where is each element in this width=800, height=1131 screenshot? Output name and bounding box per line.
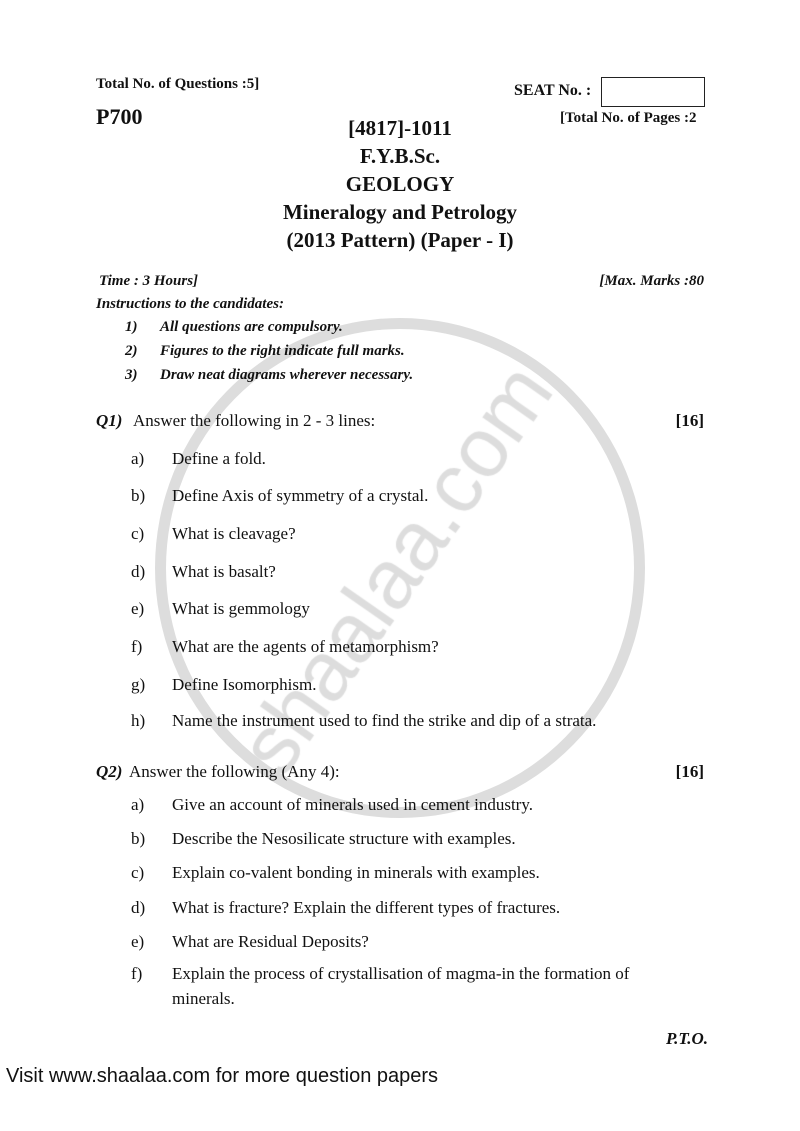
q2-marks: [16] (675, 762, 704, 781)
question-item: What is fracture? Explain the different types of fractures. (172, 898, 561, 917)
item-label: a) (131, 449, 145, 468)
instruction-text: All questions are compulsory. (160, 319, 343, 335)
question-item: Explain co-valent bonding in minerals with examples. (172, 863, 540, 882)
item-label: b) (131, 829, 146, 848)
question-item: What is gemmology (172, 599, 310, 618)
q1-label: Q1) (96, 411, 123, 430)
seat-label: SEAT No. : (514, 82, 592, 99)
item-label: f) (131, 637, 143, 656)
seat-number-box (601, 77, 705, 107)
pto: P.T.O. (665, 1029, 708, 1048)
item-label: g) (131, 675, 146, 694)
paper-code: P700 (96, 104, 143, 129)
exam-code: [4817]-1011 (348, 116, 452, 140)
subject: GEOLOGY (345, 172, 455, 196)
question-item: What is cleavage? (172, 524, 296, 543)
question-item: Name the instrument used to find the strike and dip of a strata. (172, 711, 597, 730)
item-label: a) (131, 795, 145, 814)
instruction-number: 1) (125, 319, 138, 335)
item-label: e) (131, 599, 145, 618)
question-item: What is basalt? (172, 562, 276, 581)
item-label: e) (131, 932, 145, 951)
question-item-continuation: minerals. (172, 989, 235, 1008)
instruction-number: 2) (125, 343, 138, 359)
question-item: What are Residual Deposits? (172, 932, 369, 951)
footer-link[interactable]: Visit www.shaalaa.com for more question papers (6, 1065, 439, 1087)
question-item: Give an account of minerals used in cement industry. (172, 795, 533, 814)
item-label: c) (131, 524, 145, 543)
paper-title: Mineralogy and Petrology (282, 200, 518, 224)
course: F.Y.B.Sc. (359, 144, 441, 168)
question-item: Define Isomorphism. (172, 675, 317, 694)
item-label: d) (131, 562, 146, 581)
max-marks: [Max. Marks :80 (599, 273, 704, 289)
item-label: b) (131, 486, 146, 505)
instruction-number: 3) (125, 367, 138, 383)
question-item: Describe the Nesosilicate structure with examples. (172, 829, 516, 848)
pattern: (2013 Pattern) (Paper - I) (286, 228, 514, 252)
question-item: What are the agents of metamorphism? (172, 637, 439, 656)
q1-marks: [16] (675, 411, 704, 430)
total-questions: Total No. of Questions :5] (96, 76, 260, 92)
q1-text: Answer the following in 2 - 3 lines: (133, 411, 376, 430)
total-pages: [Total No. of Pages :2 (560, 110, 697, 126)
time: Time : 3 Hours] (99, 273, 199, 289)
instruction-text: Figures to the right indicate full marks. (160, 343, 405, 359)
question-item: Explain the process of crystallisation of magma-in the formation of (172, 964, 630, 983)
q2-label: Q2) (96, 762, 123, 781)
q2-text: Answer the following (Any 4): (129, 762, 340, 781)
instructions-heading: Instructions to the candidates: (96, 296, 284, 312)
instruction-text: Draw neat diagrams wherever necessary. (160, 367, 414, 383)
item-label: d) (131, 898, 146, 917)
question-item: Define a fold. (172, 449, 266, 468)
item-label: h) (131, 711, 146, 730)
item-label: f) (131, 964, 143, 983)
item-label: c) (131, 863, 145, 882)
question-item: Define Axis of symmetry of a crystal. (172, 486, 429, 505)
